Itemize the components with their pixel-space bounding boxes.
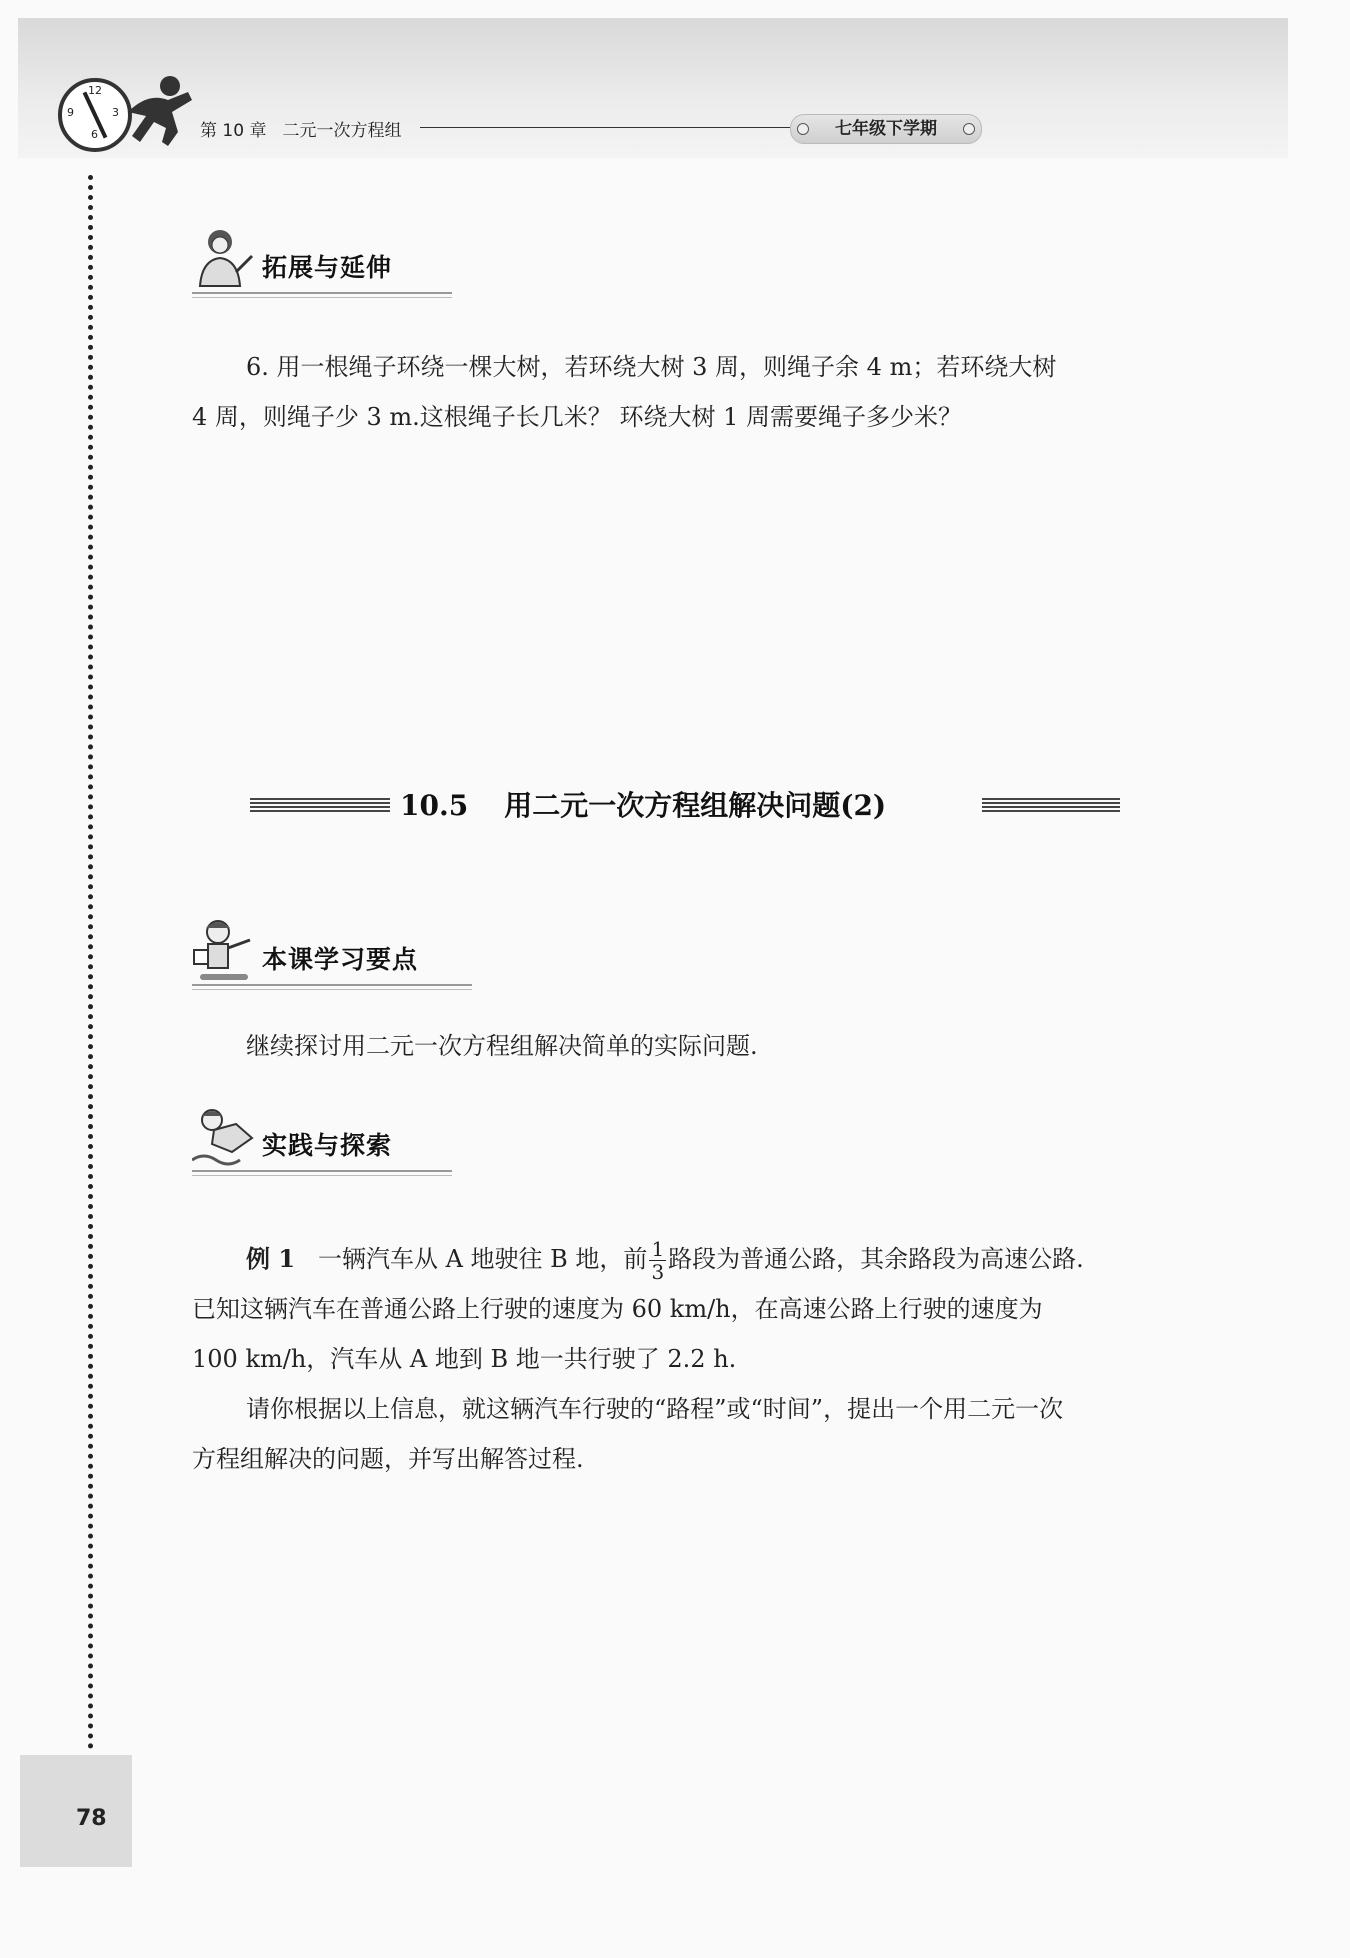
section-key-points — [192, 918, 482, 988]
section-underline — [192, 984, 472, 986]
lesson-name: 用二元一次方程组解决问题(2) — [504, 789, 887, 822]
compass-icon: 12 3 6 9 — [58, 78, 132, 152]
grade-badge — [790, 114, 982, 144]
example-1-line-1 — [192, 1234, 1192, 1284]
chapter-label: 第 10 章 — [200, 121, 267, 141]
section-practice — [192, 1104, 462, 1174]
problem-6-line-2: 4 周，则绳子少 3 m.这根绳子长几米？ 环绕大树 1 周需要绳子多少米？ — [192, 403, 962, 431]
fraction-numerator: 1 — [651, 1237, 665, 1261]
lesson-title — [250, 780, 1120, 830]
problem-6 — [192, 342, 1192, 442]
margin-dotted-line — [88, 175, 93, 1750]
section-extension — [192, 226, 462, 296]
example-1-line-1-pre: 一辆汽车从 A 地驶往 B 地，前 — [317, 1245, 648, 1273]
runner-icon — [118, 72, 198, 150]
lesson-heading — [400, 784, 886, 824]
example-label: 例 1 — [246, 1244, 296, 1273]
section-underline-thin — [192, 989, 472, 990]
section-extension-label: 拓展与延伸 — [262, 253, 393, 282]
teacher-icon — [192, 226, 254, 292]
skateboard-boy-icon — [192, 918, 254, 984]
example-1 — [192, 1234, 1192, 1484]
title-bars-left — [250, 798, 390, 814]
problem-6-line-1: 6. 用一根绳子环绕一棵大树，若环绕大树 3 周，则绳子余 4 m；若环绕大树 — [246, 353, 1057, 381]
key-points-line: 继续探讨用二元一次方程组解决简单的实际问题. — [246, 1032, 758, 1060]
section-underline-thin — [192, 1175, 452, 1176]
chapter-title — [200, 116, 417, 141]
key-points-text — [192, 1021, 1192, 1071]
section-practice-label: 实践与探索 — [262, 1131, 393, 1160]
swimming-boy-icon — [192, 1104, 254, 1170]
section-underline — [192, 1170, 452, 1172]
example-1-line-4: 请你根据以上信息，就这辆汽车行驶的“路程”或“时间”，提出一个用二元一次 — [246, 1395, 1064, 1423]
section-underline-thin — [192, 297, 452, 298]
fraction-denominator: 3 — [651, 1260, 665, 1284]
section-key-points-label: 本课学习要点 — [262, 945, 419, 974]
fraction-one-third — [649, 1238, 666, 1283]
chapter-name: 二元一次方程组 — [282, 121, 402, 141]
lesson-number: 10.5 — [400, 789, 469, 822]
page-number: 78 — [76, 1806, 107, 1831]
example-1-line-5: 方程组解决的问题，并写出解答过程. — [192, 1445, 584, 1473]
title-bars-right — [982, 798, 1120, 814]
section-underline — [192, 292, 452, 294]
grade-label: 七年级下学期 — [835, 119, 937, 139]
example-1-line-3: 100 km/h，汽车从 A 地到 B 地一共行驶了 2.2 h. — [192, 1345, 737, 1373]
example-1-line-1-post: 路段为普通公路，其余路段为高速公路. — [668, 1245, 1084, 1273]
example-1-line-2: 已知这辆汽车在普通公路上行驶的速度为 60 km/h，在高速公路上行驶的速度为 — [192, 1295, 1043, 1323]
header-rule — [420, 127, 790, 128]
